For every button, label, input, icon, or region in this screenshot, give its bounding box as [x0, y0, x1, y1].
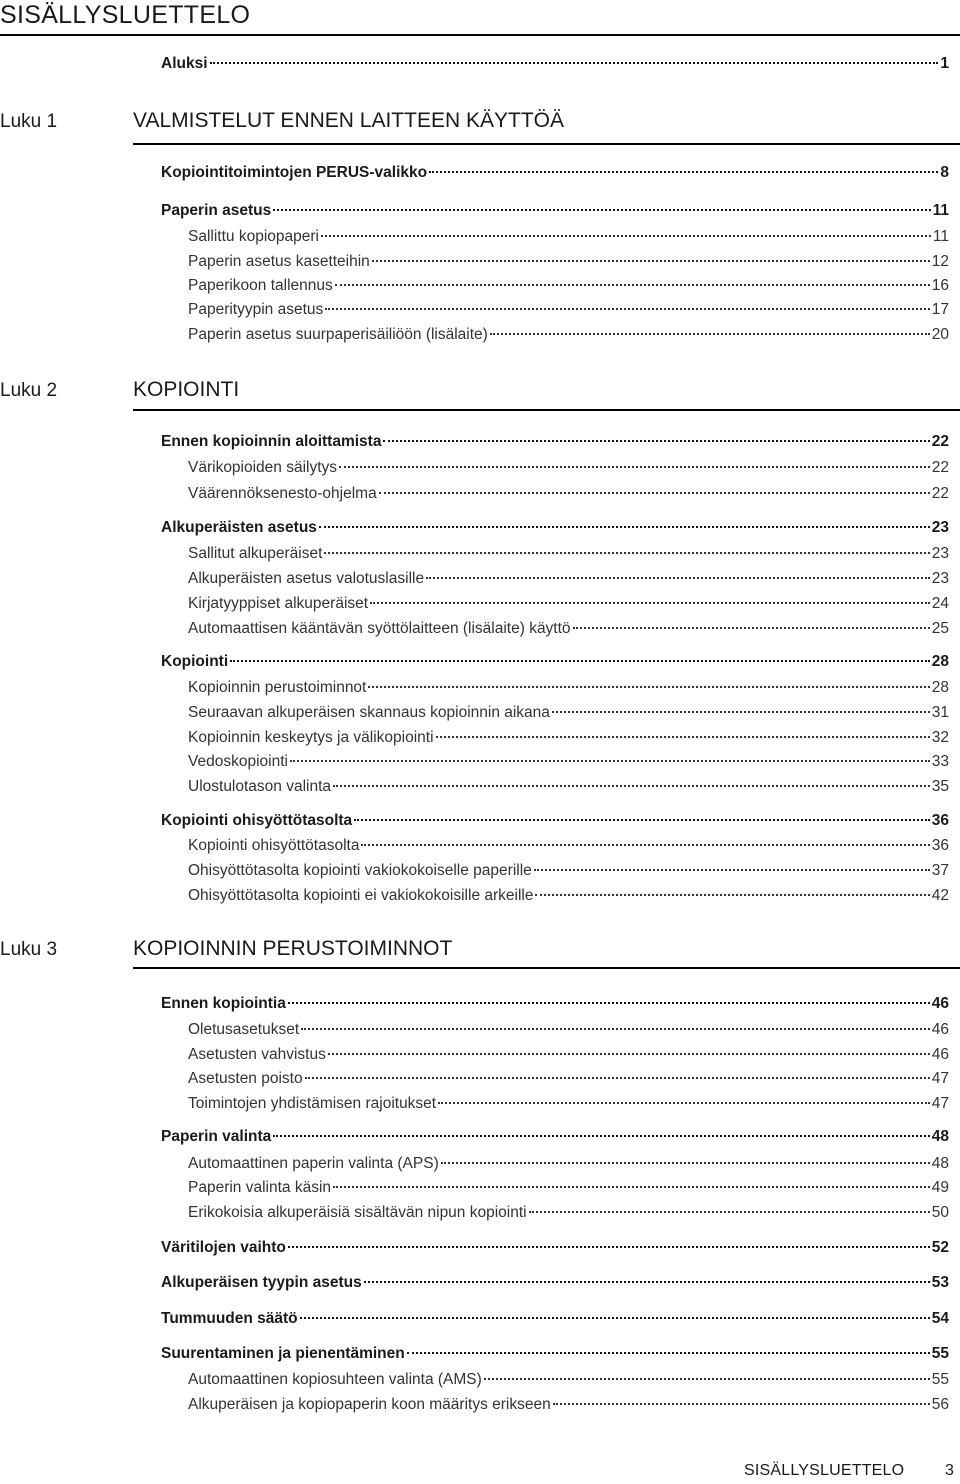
- toc-subsection[interactable]: [188, 777, 949, 797]
- toc-subsection[interactable]: [188, 569, 949, 589]
- dot-leader: [490, 332, 930, 335]
- toc-entry-title: Sallittu kopiopaperi: [188, 228, 319, 245]
- dot-leader: [573, 626, 930, 629]
- toc-entry-page: 36: [931, 812, 949, 829]
- dot-leader: [535, 893, 929, 896]
- toc-entry-page: 31: [931, 704, 949, 721]
- toc-entry-page: 22: [931, 485, 949, 502]
- dot-leader: [354, 818, 930, 821]
- dot-leader: [436, 735, 930, 738]
- dot-leader: [552, 710, 930, 713]
- toc-section[interactable]: [161, 432, 949, 452]
- toc-section[interactable]: [161, 811, 949, 831]
- toc-section[interactable]: [161, 163, 949, 183]
- toc-entry-title: Alkuperäisen ja kopiopaperin koon määritys erikseen: [188, 1396, 551, 1413]
- dot-leader: [407, 1351, 930, 1354]
- toc-entry-page: 46: [931, 995, 949, 1012]
- dot-leader: [553, 1402, 930, 1405]
- toc-entry-page: 49: [931, 1179, 949, 1196]
- toc-entry-title: Alkuperäisen tyypin asetus: [161, 1274, 362, 1291]
- dot-leader: [210, 61, 939, 64]
- chapter-label: Luku 1: [0, 111, 58, 132]
- toc-entry-page: 24: [931, 595, 949, 612]
- toc-entry-intro[interactable]: [161, 54, 949, 74]
- toc-entry-page: 53: [931, 1274, 949, 1291]
- toc-entry-title: Toimintojen yhdistämisen rajoitukset: [188, 1095, 437, 1112]
- toc-entry-page: 32: [931, 729, 949, 746]
- toc-subsection[interactable]: [188, 252, 949, 272]
- toc-subsection[interactable]: [188, 703, 949, 723]
- toc-entry-page: 55: [931, 1345, 949, 1362]
- toc-subsection[interactable]: [188, 594, 949, 614]
- dot-leader: [339, 465, 930, 468]
- chapter-rule: [133, 143, 960, 145]
- toc-subsection[interactable]: [188, 544, 949, 564]
- dot-leader: [325, 307, 929, 310]
- toc-section[interactable]: [161, 1238, 949, 1258]
- toc-entry-page: 17: [931, 301, 949, 318]
- chapter-rule: [133, 967, 960, 969]
- chapter-title[interactable]: VALMISTELUT ENNEN LAITTEEN KÄYTTÖÄ: [133, 109, 564, 132]
- toc-entry-page: 23: [931, 519, 949, 536]
- chapter-rule: [133, 409, 960, 411]
- toc-entry-page: 48: [931, 1155, 949, 1172]
- toc-subsection[interactable]: [188, 227, 949, 247]
- dot-leader: [361, 843, 929, 846]
- toc-entry-page: 35: [931, 778, 949, 795]
- dot-leader: [301, 1027, 930, 1030]
- dot-leader: [288, 1001, 930, 1004]
- footer-label: SISÄLLYSLUETTELO: [744, 1462, 905, 1479]
- chapter-label: Luku 2: [0, 380, 58, 401]
- toc-subsection[interactable]: [188, 300, 949, 320]
- toc-entry-page: 20: [931, 326, 949, 343]
- toc-section[interactable]: [161, 201, 949, 221]
- toc-subsection[interactable]: [188, 619, 949, 639]
- toc-subsection[interactable]: [188, 276, 949, 296]
- dot-leader: [319, 525, 930, 528]
- toc-entry-page: 50: [931, 1204, 949, 1221]
- toc-subsection[interactable]: [188, 678, 949, 698]
- dot-leader: [379, 491, 930, 494]
- toc-entry-title: Paperikoon tallennus: [188, 277, 333, 294]
- toc-subsection[interactable]: [188, 886, 949, 906]
- toc-subsection[interactable]: [188, 1370, 949, 1390]
- toc-entry-page: 28: [931, 653, 949, 670]
- dot-leader: [333, 784, 930, 787]
- dot-leader: [484, 1377, 930, 1380]
- toc-entry-title: Oletusasetukset: [188, 1021, 300, 1038]
- toc-entry-page: 54: [931, 1310, 949, 1327]
- toc-subsection[interactable]: [188, 728, 949, 748]
- toc-entry-page: 56: [931, 1396, 949, 1413]
- toc-subsection[interactable]: [188, 1045, 949, 1065]
- toc-entry-title: Alkuperäisten asetus valotuslasille: [188, 570, 425, 587]
- toc-entry-page: 8: [940, 164, 949, 181]
- toc-entry-title: Ennen kopioinnin aloittamista: [161, 433, 382, 450]
- toc-entry-title: Asetusten poisto: [188, 1070, 303, 1087]
- toc-entry-page: 47: [931, 1070, 949, 1087]
- dot-leader: [438, 1101, 930, 1104]
- dot-leader: [321, 234, 931, 237]
- toc-entry-title: Automaattinen kopiosuhteen valinta (AMS): [188, 1371, 482, 1388]
- chapter-label: Luku 3: [0, 939, 58, 960]
- toc-subsection[interactable]: [188, 1020, 949, 1040]
- toc-subsection[interactable]: [188, 861, 949, 881]
- dot-leader: [372, 259, 930, 262]
- dot-leader: [305, 1076, 930, 1079]
- toc-entry-title: Paperin asetus suurpaperisäiliöön (lisälaite): [188, 326, 488, 343]
- toc-entry-page: 37: [931, 862, 949, 879]
- toc-entry-title: Kopioinnin perustoiminnot: [188, 679, 367, 696]
- dot-leader: [426, 576, 930, 579]
- title-rule: [0, 34, 960, 36]
- dot-leader: [230, 659, 930, 662]
- toc-subsection[interactable]: [188, 1178, 949, 1198]
- toc-entry-title: Ohisyöttötasolta kopiointi ei vakiokokoisille arkeille: [188, 887, 534, 904]
- toc-entry-title: Väritilojen vaihto: [161, 1239, 286, 1256]
- toc-entry-title: Alkuperäisten asetus: [161, 519, 317, 536]
- dot-leader: [383, 439, 929, 442]
- dot-leader: [328, 1052, 930, 1055]
- toc-entry-title: Kopioinnin keskeytys ja välikopiointi: [188, 729, 434, 746]
- toc-entry-title: Asetusten vahvistus: [188, 1046, 326, 1063]
- toc-subsection[interactable]: [188, 1203, 949, 1223]
- toc-entry-title: Kopiointi: [161, 653, 229, 670]
- toc-subsection[interactable]: [188, 484, 949, 504]
- toc-section[interactable]: [161, 994, 949, 1014]
- toc-section[interactable]: [161, 1127, 949, 1147]
- toc-entry-page: 46: [931, 1046, 949, 1063]
- toc-section[interactable]: [161, 1309, 949, 1329]
- toc-entry-page: 23: [931, 570, 949, 587]
- page-title: SISÄLLYSLUETTELO: [0, 1, 251, 29]
- toc-subsection[interactable]: [188, 1395, 949, 1415]
- dot-leader: [441, 1161, 930, 1164]
- dot-leader: [333, 1185, 930, 1188]
- toc-entry-title: Vedoskopiointi: [188, 753, 288, 770]
- toc-entry-page: 23: [931, 545, 949, 562]
- toc-entry-page: 1: [940, 55, 949, 72]
- toc-entry-title: Erikokoisia alkuperäisiä sisältävän nipun kopiointi: [188, 1204, 527, 1221]
- toc-section[interactable]: [161, 1344, 949, 1364]
- dot-leader: [288, 1245, 930, 1248]
- toc-entry-title: Värikopioiden säilytys: [188, 459, 338, 476]
- toc-entry-title: Tummuuden säätö: [161, 1310, 298, 1327]
- toc-entry-page: 25: [931, 620, 949, 637]
- toc-subsection[interactable]: [188, 1069, 949, 1089]
- toc-entry-title: Väärennöksenesto-ohjelma: [188, 485, 377, 502]
- toc-subsection[interactable]: [188, 752, 949, 772]
- dot-leader: [324, 551, 929, 554]
- toc-entry-page: 42: [931, 887, 949, 904]
- toc-entry-title: Ohisyöttötasolta kopiointi vakiokokoiselle paperille: [188, 862, 532, 879]
- toc-entry-title: Paperityypin asetus: [188, 301, 324, 318]
- chapter-title[interactable]: KOPIOINNIN PERUSTOIMINNOT: [133, 937, 453, 960]
- dot-leader: [300, 1316, 930, 1319]
- toc-subsection[interactable]: [188, 458, 949, 478]
- toc-subsection[interactable]: [188, 836, 949, 856]
- toc-entry-page: 28: [931, 679, 949, 696]
- toc-entry-page: 16: [931, 277, 949, 294]
- dot-leader: [273, 208, 930, 211]
- toc-entry-title: Ulostulotason valinta: [188, 778, 332, 795]
- dot-leader: [335, 283, 930, 286]
- toc-entry-page: 11: [932, 228, 949, 245]
- toc-entry-title: Paperin valinta käsin: [188, 1179, 332, 1196]
- toc-subsection[interactable]: [188, 1094, 949, 1114]
- toc-entry-title: Aluksi: [161, 55, 208, 72]
- toc-entry-page: 12: [931, 253, 949, 270]
- toc-section[interactable]: [161, 518, 949, 538]
- toc-section[interactable]: [161, 652, 949, 672]
- toc-entry-title: Kirjatyyppiset alkuperäiset: [188, 595, 369, 612]
- toc-entry-title: Kopiointi ohisyöttötasolta: [188, 837, 360, 854]
- toc-entry-title: Automaattisen kääntävän syöttölaitteen (lisälaite) käyttö: [188, 620, 571, 637]
- dot-leader: [368, 685, 929, 688]
- dot-leader: [290, 759, 930, 762]
- toc-entry-title: Seuraavan alkuperäisen skannaus kopioinnin aikana: [188, 704, 550, 721]
- toc-subsection[interactable]: [188, 325, 949, 345]
- toc-entry-page: 48: [931, 1128, 949, 1145]
- dot-leader: [534, 868, 930, 871]
- toc-entry-page: 22: [931, 433, 949, 450]
- dot-leader: [370, 601, 930, 604]
- toc-entry-page: 36: [931, 837, 949, 854]
- toc-entry-title: Paperin valinta: [161, 1128, 272, 1145]
- footer-page-number: 3: [945, 1462, 954, 1479]
- toc-entry-page: 33: [931, 753, 949, 770]
- toc-entry-title: Kopiointi ohisyöttötasolta: [161, 812, 353, 829]
- toc-entry-page: 52: [931, 1239, 949, 1256]
- toc-entry-page: 22: [931, 459, 949, 476]
- toc-entry-page: 55: [931, 1371, 949, 1388]
- toc-entry-title: Kopiointitoimintojen PERUS-valikko: [161, 164, 428, 181]
- toc-entry-title: Paperin asetus: [161, 202, 272, 219]
- toc-entry-title: Suurentaminen ja pienentäminen: [161, 1345, 405, 1362]
- dot-leader: [273, 1134, 929, 1137]
- chapter-title[interactable]: KOPIOINTI: [133, 378, 240, 401]
- toc-entry-title: Ennen kopiointia: [161, 995, 286, 1012]
- dot-leader: [529, 1210, 930, 1213]
- toc-subsection[interactable]: [188, 1154, 949, 1174]
- dot-leader: [364, 1280, 930, 1283]
- toc-entry-page: 47: [931, 1095, 949, 1112]
- toc-entry-title: Sallitut alkuperäiset: [188, 545, 323, 562]
- toc-entry-page: 46: [931, 1021, 949, 1038]
- toc-entry-page: 11: [932, 202, 949, 219]
- toc-section[interactable]: [161, 1273, 949, 1293]
- toc-entry-title: Automaattinen paperin valinta (APS): [188, 1155, 439, 1172]
- dot-leader: [429, 170, 938, 173]
- toc-entry-title: Paperin asetus kasetteihin: [188, 253, 370, 270]
